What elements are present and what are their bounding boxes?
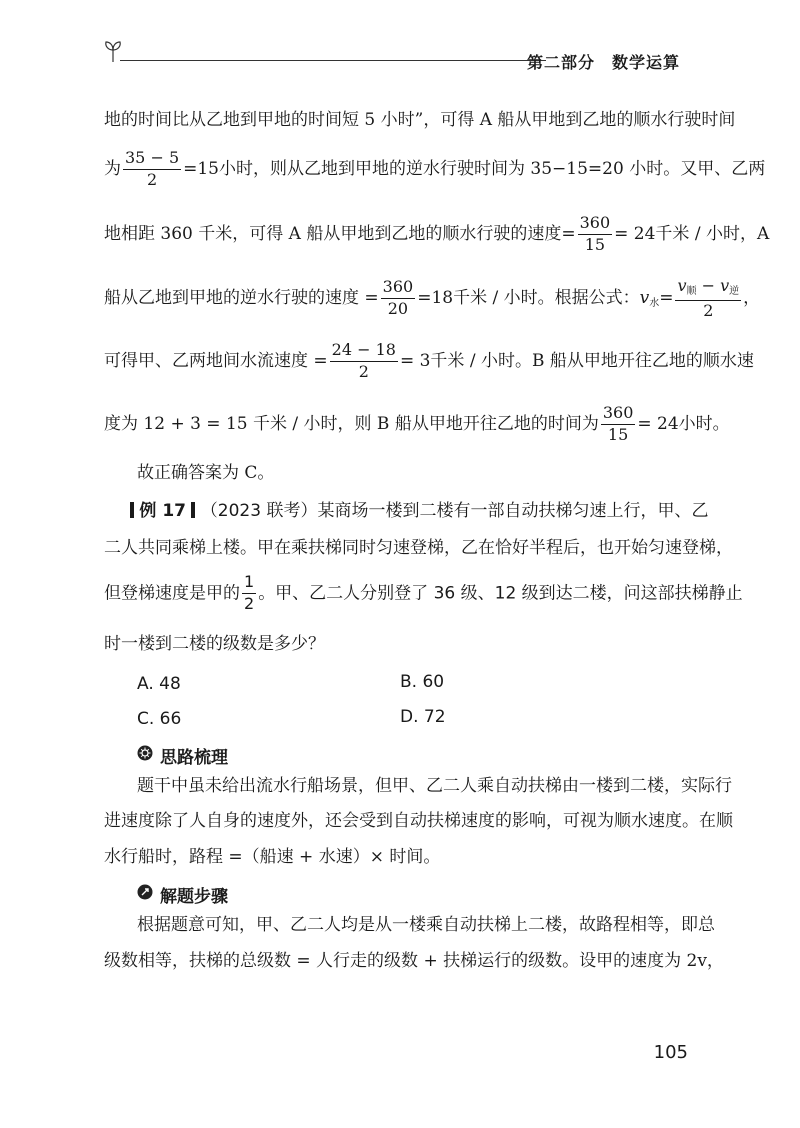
solution-line-4: 船从乙地到甲地的逆水行驶的速度 = $\frac{360}{20}$ =18千米 / 小时。根据公式：$v_水=$ $\frac{v_顺 - v_逆}{2}$ ， <box>104 276 761 320</box>
solution-line-5: 可得甲、乙两地间水流速度 = $\frac{24 - 18}{2}$ = 3千米 / 小时。B 船从甲地开往乙地的顺水速 <box>104 340 754 381</box>
option-a: A. 48 <box>137 674 181 694</box>
fraction: $\frac{1}{2}$ <box>244 572 255 613</box>
example-line-1: 例 17 （2023 联考）某商场一楼到二楼有一部自动扶梯匀速上行，甲、乙 <box>130 502 708 520</box>
page-number: 105 <box>653 1042 688 1063</box>
solution-line-1: 地的时间比从乙地到甲地的时间短 5 小时”，可得 A 船从甲地到乙地的顺水行驶时间 <box>104 110 736 130</box>
sun-icon <box>137 745 153 761</box>
example-label: 例 17 <box>139 501 186 521</box>
chapter-title: 第二部分 数学运算 <box>526 53 680 72</box>
solution-line-6: 度为 12 + 3 = 15 千米 / 小时，则 B 船从甲地开往乙地的时间为 $\frac{360}{15}$ = 24小时。 <box>104 403 730 444</box>
fraction-formula: $\frac{v_顺 - v_逆}{2}$ <box>677 276 740 320</box>
fraction: $\frac{24 - 18}{2}$ <box>331 340 396 381</box>
section-title-thinking: 思路梳理 <box>160 748 228 768</box>
section-title-steps: 解题步骤 <box>160 887 228 907</box>
fraction: $\frac{360}{20}$ <box>382 277 414 319</box>
option-c: C. 66 <box>137 709 182 729</box>
example-bar-left <box>130 502 134 518</box>
example-line-3: 但登梯速度是甲的 $\frac{1}{2}$ 。甲、乙二人分别登了 36 级、12 级到达二楼，问这部扶梯静止 <box>104 572 743 613</box>
solution-line-3: 地相距 360 千米，可得 A 船从甲地到乙地的顺水行驶的速度= $\frac{360}{15}$ = 24千米 / 小时，A <box>104 213 770 254</box>
fraction: $\frac{360}{15}$ <box>579 213 611 254</box>
example-bar-right <box>191 502 195 518</box>
example-line-2: 二人共同乘梯上楼。甲在乘扶梯同时匀速登梯，乙在恰好半程后，也开始匀速登梯， <box>104 538 733 558</box>
thinking-line-1: 题干中虽未给出流水行船场景，但甲、乙二人乘自动扶梯由一楼到二楼，实际行 <box>137 776 732 796</box>
thinking-line-2: 进速度除了人自身的速度外，还会受到自动扶梯速度的影响，可视为顺水速度。在顺 <box>104 811 733 831</box>
fraction: $\frac{360}{15}$ <box>602 403 634 444</box>
option-b: B. 60 <box>400 672 445 692</box>
example-line-4: 时一楼到二楼的级数是多少？ <box>104 634 325 654</box>
thinking-line-3: 水行船时，路程 =（船速 + 水速）× 时间。 <box>104 847 441 867</box>
steps-line-1: 根据题意可知，甲、乙二人均是从一楼乘自动扶梯上二楼，故路程相等，即总 <box>137 915 715 935</box>
steps-icon <box>137 884 153 900</box>
option-d: D. 72 <box>400 707 446 727</box>
answer-line: 故正确答案为 C。 <box>137 463 275 483</box>
steps-line-2: 级数相等，扶梯的总级数 = 人行走的级数 + 扶梯运行的级数。设甲的速度为 2v， <box>104 951 724 971</box>
header-rule <box>120 60 546 61</box>
fraction: $\frac{35 - 5}{2}$ <box>125 148 180 189</box>
solution-line-2: 为 $\frac{35 - 5}{2}$ =15小时，则从乙地到甲地的逆水行驶时间为 35−15=20 小时。又甲、乙两 <box>104 148 766 189</box>
